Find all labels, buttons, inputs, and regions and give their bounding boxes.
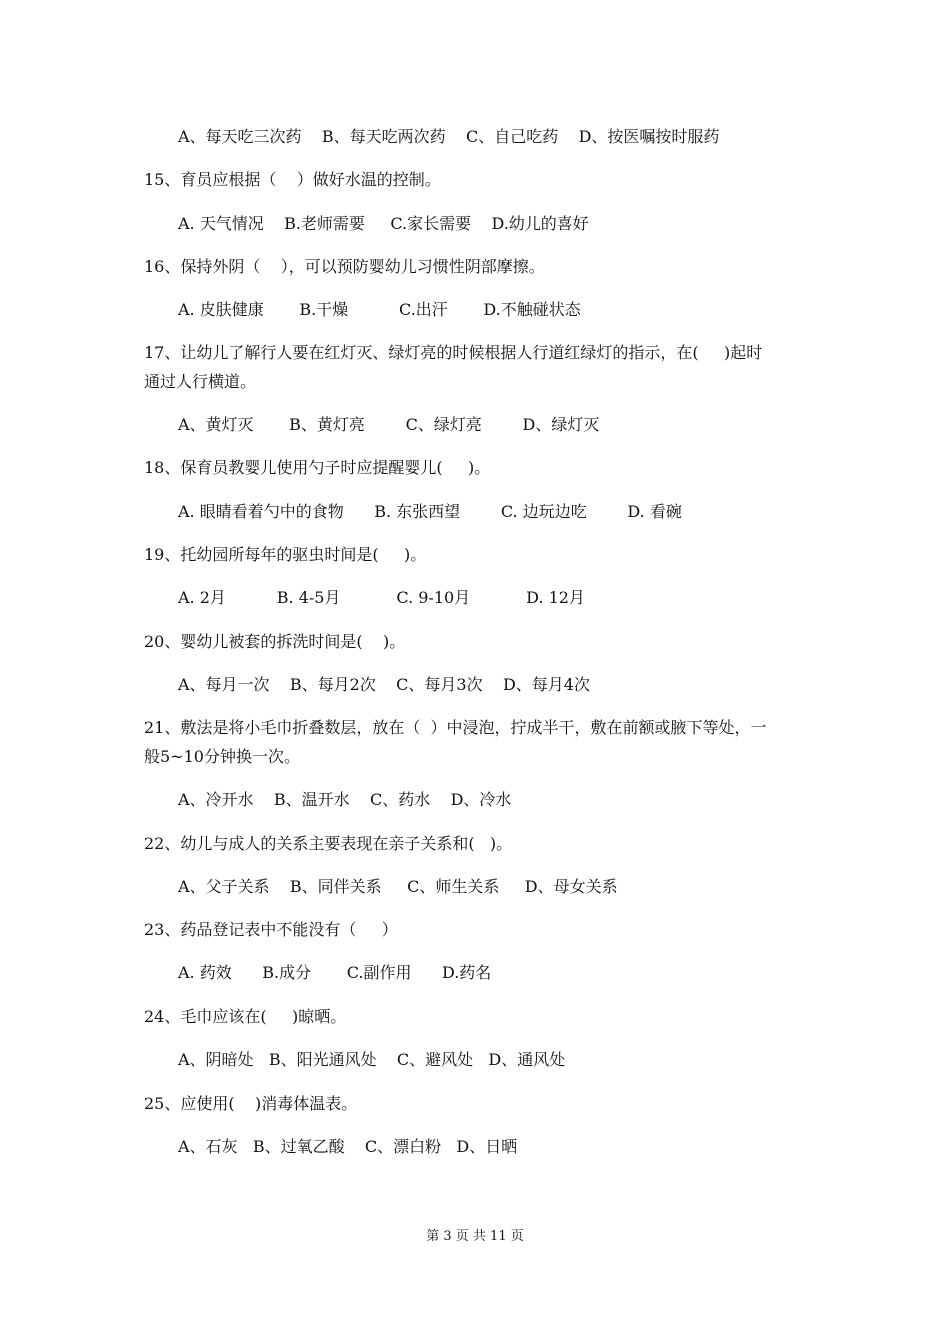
q20-options: A、每月一次 B、每月2次 C、每月3次 D、每月4次 bbox=[178, 675, 590, 694]
q14-options: A、每天吃三次药 B、每天吃两次药 C、自己吃药 D、按医嘱按时服药 bbox=[178, 127, 720, 146]
question-15: 15、育员应根据（ ）做好水温的控制。 bbox=[144, 170, 441, 189]
q18-options: A. 眼睛看着勺中的食物 B. 东张西望 C. 边玩边吃 D. 看碗 bbox=[178, 502, 682, 521]
q23-options: A. 药效 B.成分 C.副作用 D.药名 bbox=[178, 963, 492, 982]
question-16: 16、保持外阴（ ），可以预防婴幼儿习惯性阴部摩擦。 bbox=[144, 257, 545, 276]
q15-options: A. 天气情况 B.老师需要 C.家长需要 D.幼儿的喜好 bbox=[178, 214, 589, 233]
q21-options: A、冷开水 B、温开水 C、药水 D、冷水 bbox=[178, 790, 512, 809]
q16-options: A. 皮肤健康 B.干燥 C.出汗 D.不触碰状态 bbox=[178, 300, 581, 319]
question-23: 23、药品登记表中不能没有（ ） bbox=[144, 920, 398, 939]
question-19: 19、托幼园所每年的驱虫时间是( )。 bbox=[144, 545, 427, 564]
question-24: 24、毛巾应该在( )晾晒。 bbox=[144, 1007, 347, 1026]
question-17-line-1: 17、让幼儿了解行人要在红灯灭、绿灯亮的时候根据人行道红绿灯的指示，在( )起时 bbox=[144, 343, 763, 362]
question-21-line-1: 21、敷法是将小毛巾折叠数层，放在（ ）中浸泡，拧成半干，敷在前额或腋下等处，一 bbox=[144, 718, 767, 737]
q17-options: A、黄灯灭 B、黄灯亮 C、绿灯亮 D、绿灯灭 bbox=[178, 415, 600, 434]
question-20: 20、婴幼儿被套的拆洗时间是( )。 bbox=[144, 632, 406, 651]
question-22: 22、幼儿与成人的关系主要表现在亲子关系和( )。 bbox=[144, 834, 513, 853]
q25-options: A、石灰 B、过氧乙酸 C、漂白粉 D、日晒 bbox=[178, 1137, 518, 1156]
q22-options: A、父子关系 B、同伴关系 C、师生关系 D、母女关系 bbox=[178, 877, 618, 896]
question-25: 25、应使用( )消毒体温表。 bbox=[144, 1094, 358, 1113]
page-footer: 第 3 页 共 11 页 bbox=[426, 1229, 524, 1244]
question-17-line-2: 通过人行横道。 bbox=[144, 372, 257, 391]
q24-options: A、阴暗处 B、阳光通风处 C、避风处 D、通风处 bbox=[178, 1050, 566, 1069]
question-21-line-2: 般5~10分钟换一次。 bbox=[144, 747, 300, 766]
q19-options: A. 2月 B. 4-5月 C. 9-10月 D. 12月 bbox=[178, 588, 585, 607]
question-18: 18、保育员教婴儿使用勺子时应提醒婴儿( )。 bbox=[144, 458, 491, 477]
